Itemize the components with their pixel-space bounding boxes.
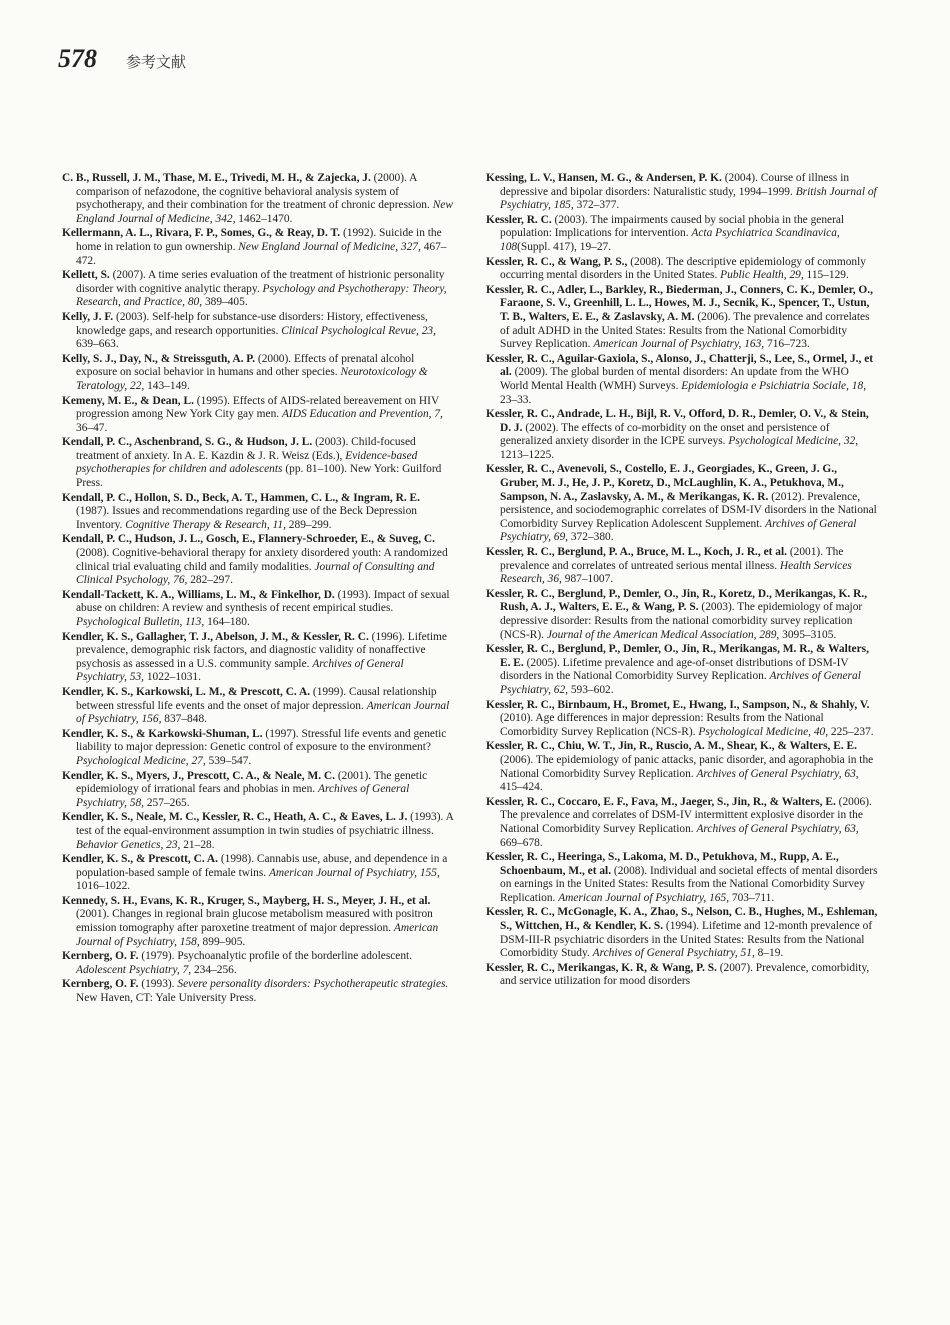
reference-authors: Kendall, P. C., Hudson, J. L., Gosch, E., Flannery-Schroeder, E., & Suveg, C. [62,533,435,546]
reference-text: (1999). Causal relationship between stressful life events and the onset of major depression. [76,685,437,712]
reference-pages: 669–678. [500,836,543,849]
reference-text: (2001). Changes in regional brain glucose metabolism measured with positron emission tomography after paroxetine treatment of major depression. [76,908,433,935]
reference-journal: Adolescent Psychiatry, 7, [76,963,192,976]
reference-authors: Kessler, R. C., Coccaro, E. F., Fava, M., Jaeger, S., Jin, R., & Walters, E. [486,795,836,808]
reference-authors: Kessing, L. V., Hansen, M. G., & Andersen, P. K. [486,172,722,184]
reference-text: (2006). The prevalence and correlates of DSM-IV intermittent explosive disorder in the National Comorbidity Survey Replication. [500,795,872,835]
reference-pages: 899–905. [199,935,246,948]
reference-journal: Public Health, 29, [720,269,804,282]
reference-authors: Kendler, K. S., & Karkowski-Shuman, L. [62,727,263,740]
reference-text: (1995). Effects of AIDS-related bereavement on HIV progression among New York City gay men. [76,394,439,421]
reference-pages: (pp. 81–100). New York: Guilford Press. [76,463,442,490]
reference-entry [62,728,454,769]
reference-journal: Psychological Medicine, 27, [76,754,206,767]
reference-text: (2001). The genetic epidemiology of irrational fears and phobias in men. [76,769,428,796]
reference-journal: Psychological Medicine, 40, [698,725,829,738]
reference-text: (2005). Lifetime prevalence and age-of-onset distributions of DSM-IV disorders in the National Comorbidity Survey Replication. [500,656,849,683]
reference-journal: Journal of Consulting and Clinical Psychology, 76, [76,560,435,587]
reference-column-right [486,172,878,990]
reference-entry [62,589,454,630]
reference-authors: Kessler, R. C., Aguilar-Gaxiola, S., Alonso, J., Chatterji, S., Lee, S., Ormel, J., et al. [486,352,874,379]
reference-pages: (Suppl. 417), 19–27. [517,240,612,253]
reference-journal: Severe personality disorders: Psychotherapeutic strategies. [177,978,449,991]
reference-journal: American Journal of Psychiatry, 163, [593,338,765,351]
reference-journal: Evidence-based psychotherapies for children and adolescents [76,449,418,476]
reference-pages: 289–299. [285,518,332,531]
reference-authors: Kessler, R. C., Berglund, P., Demler, O., Jin, R., Koretz, D., Merikangas, K. R., Rush, A. J., Walters, E. E., & Wang, P. S. [486,587,868,614]
reference-text: (2008). Individual and societal effects of mental disorders on earnings in the United States: Results from the National Comorbidity Survey Replication. [500,864,878,904]
reference-text: (2006). The epidemiology of panic attacks, panic disorder, and agoraphobia in the National Comorbidity Survey Replication. [500,753,874,780]
reference-text: (1987). Issues and recommendations regarding use of the Beck Depression Inventory. [76,505,417,531]
section-title: 参考文献 [126,53,187,71]
reference-text: (2007). Prevalence, comorbidity, and service utilization for mood disorders [500,961,870,988]
reference-authors: Kessler, R. C., Adler, L., Barkley, R., Biederman, J., Conners, C. K., Demler, O., Faraone, S. V., Greenhill, L. L., Howes, M. J., Secnik, K., Spencer, T., Ustun, T. B., Walters, E. E., & Zaslavsky, A. M. [486,283,873,323]
reference-text: (2006). The prevalence and correlates of adult ADHD in the United States: Results from the National Comorbidity Survey Replication. [500,310,870,351]
reference-authors: Kendall, P. C., Hollon, S. D., Beck, A. T., Hammen, C. L., & Ingram, R. E. [62,491,420,504]
reference-journal: Psychological Medicine, 32, [728,435,859,448]
reference-entry [62,631,454,685]
reference-entry [486,353,878,407]
reference-authors: Kemeny, M. E., & Dean, L. [62,394,194,407]
reference-entry [486,962,878,989]
reference-pages: 539–547. [205,754,252,767]
reference-text: (2000). Effects of prenatal alcohol exposure on social behavior in humans and other species. [76,352,415,379]
reference-entry [62,436,454,490]
reference-journal: New England Journal of Medicine, 327, [238,240,421,253]
reference-journal: Acta Psychiatrica Scandinavica, 108 [500,227,840,253]
reference-text: (1996). Lifetime prevalence, demographic risk factors, and diagnostic validity of nonaffective psychosis as assessed in a U.S. community sample. [76,630,447,670]
reference-entry [486,906,878,960]
reference-column-left [62,172,454,1007]
reference-authors: Kendler, K. S., Myers, J., Prescott, C. A., & Neale, M. C. [62,769,336,782]
reference-pages: New Haven, CT: Yale University Press. [76,992,257,1005]
reference-text: (2000). A comparison of nefazodone, the cognitive behavioral analysis system of psychotherapy, and their combination for the treatment of chronic depression. [76,172,433,212]
reference-journal: American Journal of Psychiatry, 158, [76,922,439,948]
reference-text: (2003). Child-focused treatment of anxiety. In A. E. Kazdin & J. R. Weisz (Eds.), [76,436,416,462]
reference-pages: 282–297. [187,574,233,587]
reference-entry [62,686,454,727]
reference-authors: Kendall, P. C., Aschenbrand, S. G., & Hudson, J. L. [62,436,313,449]
reference-authors: Kernberg, O. F. [62,978,139,991]
reference-text: (2008). The descriptive epidemiology of commonly occurring mental disorders in the United States. [500,255,866,282]
reference-text: (2001). The prevalence and correlates of untreated serious mental illness. [500,546,844,572]
reference-journal: Neurotoxicology & Teratology, 22, [76,366,428,392]
reference-entry [486,796,878,850]
reference-authors: Kendler, K. S., & Prescott, C. A. [62,853,218,866]
reference-journal: Archives of General Psychiatry, 53, [76,657,404,684]
reference-entry [62,950,454,977]
reference-entry [62,978,454,1005]
reference-authors: Kennedy, S. H., Evans, K. R., Kruger, S., Mayberg, H. S., Meyer, J. H., et al. [62,894,431,907]
reference-authors: Kessler, R. C., Berglund, P., Demler, O., Jin, R., Merikangas, M. R., & Walters, E. E. [486,643,869,669]
reference-entry [486,408,878,462]
reference-entry [486,284,878,352]
reference-text: (2003). Self-help for substance-use disorders: History, effectiveness, knowledge gaps, and research opportunities. [76,310,428,337]
reference-authors: Kellermann, A. L., Rivara, F. P., Somes, G., & Reay, D. T. [62,227,341,240]
reference-pages: 593–602. [568,683,614,696]
reference-text: (2010). Age differences in major depression: Results from the National Comorbidity Survey Replication (NCS-R). [500,712,824,738]
reference-pages: 234–256. [191,963,237,976]
reference-pages: 36–47. [76,421,108,434]
reference-authors: Kendler, K. S., Neale, M. C., Kessler, R. C., Heath, A. C., & Eaves, L. J. [62,811,408,824]
reference-pages: 389–405. [202,296,248,309]
reference-pages: 164–180. [204,616,250,628]
page-number: 578 [58,44,97,73]
reference-journal: AIDS Education and Prevention, 7, [281,408,443,421]
reference-entry [62,172,454,226]
reference-authors: Kessler, R. C., McGonagle, K. A., Zhao, S., Nelson, C. B., Hughes, M., Eshleman, S., Wittchen, H., & Kendler, K. S. [486,906,878,933]
reference-text: (1994). Lifetime and 12-month prevalence of DSM-III-R psychiatric disorders in the United States: Results from the National Comorbidity Study. [500,920,873,960]
reference-journal: Journal of the American Medical Association, 289, [546,628,780,641]
reference-journal: Archives of General Psychiatry, 51, [592,947,755,960]
reference-journal: British Journal of Psychiatry, 185, [500,185,877,212]
reference-entry [486,256,878,283]
reference-journal: Archives of General Psychiatry, 63, [696,767,859,780]
reference-journal: Clinical Psychological Revue, 23, [281,324,436,337]
reference-authors: Kernberg, O. F. [62,950,139,963]
reference-authors: Kessler, R. C., & Wang, P. S., [486,255,628,268]
reference-journal: American Journal of Psychiatry, 156, [76,699,450,726]
reference-authors: Kessler, R. C., Chiu, W. T., Jin, R., Ruscio, A. M., Shear, K., & Walters, E. E. [486,740,857,753]
reference-journal: Psychology and Psychotherapy: Theory, Research, and Practice, 80, [76,282,447,309]
reference-pages: 372–377. [573,199,620,212]
reference-pages: 3095–3105. [779,628,837,641]
reference-pages: 639–663. [76,338,119,351]
reference-journal: Archives of General Psychiatry, 69, [500,517,857,544]
reference-entry [486,740,878,794]
reference-authors: Kendler, K. S., Gallagher, T. J., Abelson, J. M., & Kessler, R. C. [62,630,369,643]
reference-entry [62,811,454,852]
reference-entry [62,492,454,533]
reference-authors: Kendall-Tackett, K. A., Williams, L. M., & Finkelhor, D. [62,588,335,601]
reference-pages: 837–848. [161,713,207,726]
reference-entry [486,214,878,255]
reference-pages: 23–33. [500,393,532,406]
reference-text: (1998). Cannabis use, abuse, and dependence in a population-based sample of female twins. [76,853,448,879]
reference-journal: Epidemiologia e Psichiatria Sociale, 18, [681,379,867,392]
reference-text: (1979). Psychoanalytic profile of the borderline adolescent. [138,950,413,963]
reference-text: (2007). A time series evaluation of the treatment of histrionic personality disorder with cognitive analytic therapy. [76,269,445,295]
reference-text: (1997). Stressful life events and genetic liability to major depression: Genetic control of exposure to the environment? [76,727,447,754]
reference-journal: American Journal of Psychiatry, 155, [268,866,440,879]
reference-authors: Kessler, R. C., Berglund, P. A., Bruce, M. L., Koch, J. R., et al. [486,546,787,559]
reference-pages: 1213–1225. [500,448,555,461]
reference-pages: 115–129. [803,269,849,282]
reference-text: (1992). Suicide in the home in relation to gun ownership. [76,227,442,253]
reference-entry [486,172,878,213]
reference-authors: Kessler, R. C., Avenevoli, S., Costello, E. J., Georgiades, K., Green, J. G., Gruber, M. J., He, J. P., Koretz, D., McLaughlin, K. A., Petukhova, M., Sampson, N. A., Zaslavsky, A. M., & Merikangas, K. R. [486,463,844,503]
reference-entry [62,269,454,310]
reference-journal: Cognitive Therapy & Research, 11, [125,518,286,531]
reference-text: (2009). The global burden of mental disorders: An update from the WHO World Mental Health (WMH) Surveys. [500,366,849,392]
reference-authors: Kelly, S. J., Day, N., & Streissguth, A. P. [62,352,256,365]
reference-entry [62,895,454,949]
reference-entry [62,395,454,436]
reference-journal: Archives of General Psychiatry, 62, [500,670,861,696]
reference-text: (2008). Cognitive-behavioral therapy for anxiety disordered youth: A randomized clinical trial evaluating child and family modalities. [76,547,448,573]
reference-authors: Kendler, K. S., Karkowski, L. M., & Prescott, C. A. [62,685,311,698]
reference-authors: Kessler, R. C. [486,213,552,226]
reference-pages: 415–424. [500,781,543,794]
reference-text: (1993). Impact of sexual abuse on children: A review and synthesis of recent empirical studies. [76,588,450,615]
reference-pages: 467–472. [76,240,447,267]
reference-pages: 8–19. [754,947,784,960]
reference-pages: 225–237. [828,725,874,738]
reference-pages: 716–723. [764,338,810,351]
reference-pages: 703–711. [729,891,775,904]
reference-text: (2003). The impairments caused by social phobia in the general population: Implications for intervention. [500,213,845,240]
reference-entry [62,770,454,811]
reference-authors: Kellett, S. [62,269,110,282]
reference-pages: 21–28. [180,838,215,851]
reference-journal: Health Services Research, 36, [500,559,852,586]
reference-authors: Kessler, R. C., Birnbaum, H., Bromet, E., Hwang, I., Sampson, N., & Shahly, V. [486,698,870,711]
reference-journal: American Journal of Psychiatry, 165, [558,891,730,904]
reference-entry [62,227,454,268]
reference-pages: 987–1007. [561,573,614,586]
reference-entry [62,353,454,394]
reference-entry [486,463,878,545]
reference-authors: C. B., Russell, J. M., Thase, M. E., Trivedi, M. H., & Zajecka, J. [62,172,371,184]
reference-pages: 372–380. [568,531,614,544]
reference-entry [62,311,454,352]
reference-text: (2004). Course of illness in depressive and bipolar disorders: Naturalistic study, 1994–1999. [500,172,850,198]
reference-journal: Archives of General Psychiatry, 58, [76,783,410,809]
reference-entry [486,851,878,905]
reference-authors: Kessler, R. C., Merikangas, K. R, & Wang, P. S. [486,961,717,974]
reference-journal: Archives of General Psychiatry, 63, [696,822,859,835]
reference-entry [486,643,878,697]
reference-text: (2002). The effects of co-morbidity on the onset and persistence of generalized anxiety disorder in the ICPE surveys. [500,421,830,448]
reference-journal: New England Journal of Medicine, 342, [76,199,453,225]
reference-pages: 257–265. [144,796,190,809]
reference-text: (2012). Prevalence, persistence, and sociodemographic correlates of DSM-IV disorders in the National Comorbidity Survey Replication Adolescent Supplement. [500,490,877,530]
reference-text: (2003). The epidemiology of major depressive disorder: Results from the national comorbidity survey replication (NCS-R). [500,601,863,641]
reference-entry [486,546,878,587]
reference-pages: 1022–1031. [144,671,201,684]
reference-text: (1993). [138,978,178,991]
reference-entry [486,588,878,642]
reference-entry [62,533,454,587]
reference-pages: 1016–1022. [76,880,131,893]
reference-journal: Behavior Genetics, 23, [76,838,181,851]
reference-text: (1993). A test of the equal-environment assumption in twin studies of psychiatric illness. [76,811,454,837]
reference-pages: 143–149. [144,379,190,392]
reference-journal: Psychological Bulletin, 113, [76,616,205,628]
reference-authors: Kessler, R. C., Heeringa, S., Lakoma, M. D., Petukhova, M., Rupp, A. E., Schoenbaum, M., et al. [486,851,839,877]
reference-entry [486,699,878,740]
reference-authors: Kelly, J. F. [62,310,114,323]
reference-pages: 1462–1470. [235,212,293,225]
reference-entry [62,853,454,894]
reference-authors: Kessler, R. C., Andrade, L. H., Bijl, R. V., Offord, D. R., Demler, O. V., & Stein, D. J. [486,408,869,434]
